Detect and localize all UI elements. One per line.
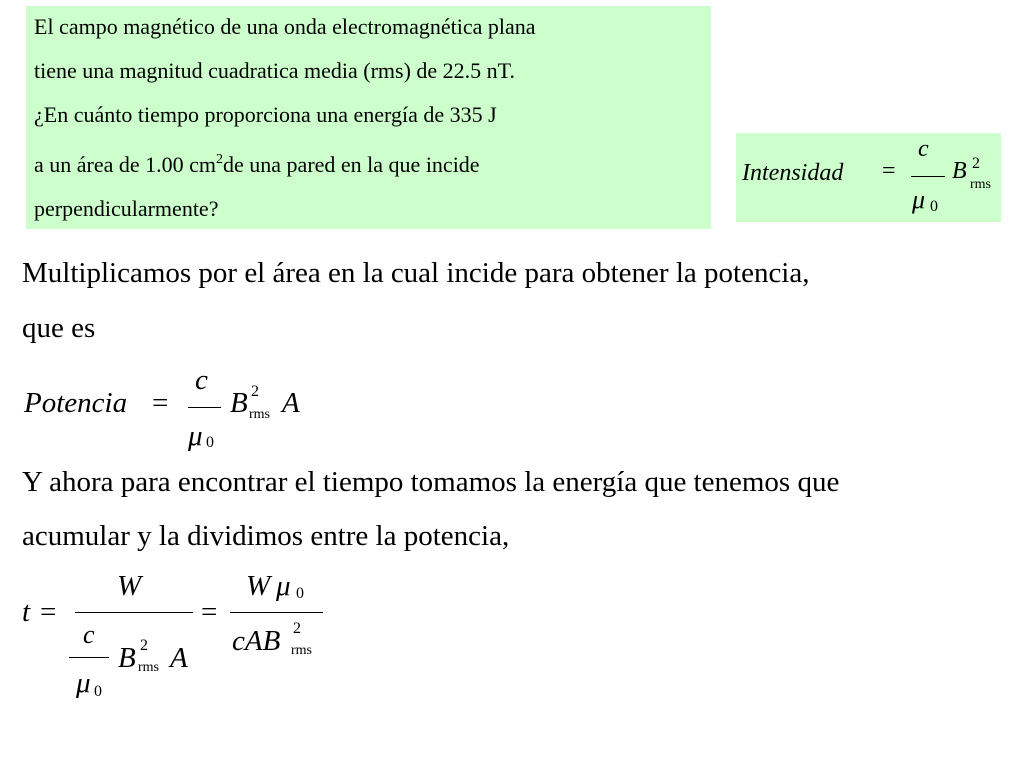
- time-inner-fraction-bar: [69, 657, 109, 658]
- time-inner-mu: μ: [76, 667, 91, 699]
- time-right-fraction-bar: [230, 612, 323, 613]
- time-mu-right: μ: [276, 570, 291, 602]
- power-mu-sub: 0: [206, 434, 214, 451]
- power-B: B: [230, 387, 248, 419]
- intensity-fraction-bar: [911, 176, 945, 177]
- problem-line-1: El campo magnético de una onda electromagnética plana: [34, 14, 536, 39]
- intensity-B-sub: rms: [970, 177, 991, 192]
- problem-line-2: tiene una magnitud cuadratica media (rms) de 22.5 nT.: [34, 58, 515, 83]
- area-exponent: 2: [216, 152, 224, 167]
- time-equals-2: =: [201, 596, 218, 628]
- time-W-numerator: W: [117, 570, 142, 602]
- problem-line-5: perpendicularmente?: [34, 196, 219, 221]
- time-inner-B-sub: rms: [138, 660, 159, 675]
- time-mu-right-sub: 0: [296, 585, 304, 602]
- time-inner-mu-sub: 0: [94, 683, 102, 700]
- paragraph-1-line-1: Multiplicamos por el área en la cual incide para obtener la potencia,: [22, 257, 810, 289]
- paragraph-1-line-2: que es: [22, 312, 96, 344]
- power-label: Potencia: [24, 387, 128, 419]
- paragraph-2-line-1: Y ahora para encontrar el tiempo tomamos la energía que tenemos que: [22, 466, 840, 498]
- problem-line-4-start: a un área de 1.00 cm: [34, 152, 217, 177]
- time-inner-c: c: [83, 620, 95, 649]
- intensity-c: c: [918, 136, 929, 162]
- time-equals-1: =: [40, 596, 57, 628]
- power-mu: μ: [188, 420, 203, 452]
- power-equals: =: [152, 387, 169, 419]
- intensity-equals: =: [882, 158, 896, 184]
- problem-line-4-end: de una pared en la que incide: [223, 152, 480, 177]
- problem-line-4: [34, 152, 480, 178]
- time-inner-A: A: [170, 642, 188, 674]
- time-main-fraction-bar: [75, 612, 193, 613]
- power-B-sup: 2: [251, 383, 259, 400]
- intensity-mu-sub: 0: [930, 198, 938, 215]
- power-B-sub: rms: [249, 407, 270, 422]
- time-t: t: [22, 596, 31, 628]
- time-right-B-sub: rms: [291, 643, 312, 658]
- intensity-mu: μ: [912, 185, 926, 214]
- power-A: A: [282, 387, 300, 419]
- time-inner-B-sup: 2: [140, 637, 148, 654]
- problem-line-3: ¿En cuánto tiempo proporciona una energía de 335 J: [34, 102, 497, 127]
- intensity-label: Intensidad: [742, 160, 844, 186]
- time-inner-B: B: [118, 642, 136, 674]
- intensity-B-sup: 2: [972, 155, 980, 172]
- time-cAB: cAB: [232, 625, 281, 657]
- intensity-B: B: [952, 158, 967, 184]
- problem-statement-box: [26, 6, 711, 229]
- time-W-right: W: [246, 570, 271, 602]
- time-right-B-sup: 2: [293, 620, 301, 637]
- power-c: c: [195, 364, 208, 396]
- intensity-formula-box: [736, 133, 1001, 222]
- paragraph-2-line-2: acumular y la dividimos entre la potencia,: [22, 520, 510, 552]
- power-fraction-bar: [188, 407, 221, 408]
